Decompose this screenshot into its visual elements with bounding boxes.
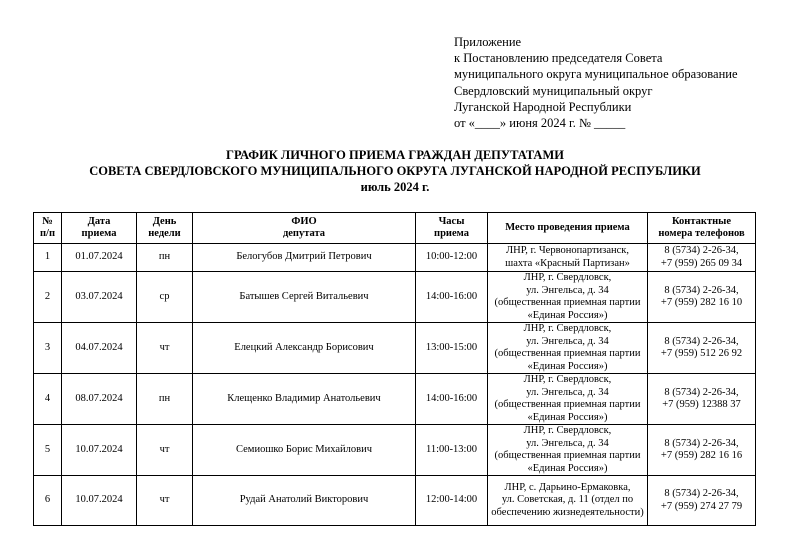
row-num: 2	[34, 272, 62, 323]
header-day: День недели	[137, 213, 193, 244]
appendix-line: муниципального округа муниципальное образование	[454, 67, 738, 82]
header-num: № п/п	[34, 213, 62, 244]
appendix-block	[454, 34, 738, 131]
row-hours: 14:00-16:00	[416, 374, 488, 425]
row-num: 6	[34, 476, 62, 526]
row-place: ЛНР, г. Червонопартизанск, шахта «Красный Партизан»	[488, 244, 648, 272]
appendix-line: к Постановлению председателя Совета	[454, 51, 663, 66]
row-fio: Батышев Сергей Витальевич	[193, 272, 416, 323]
row-day: чт	[137, 425, 193, 476]
row-num: 4	[34, 374, 62, 425]
row-date: 10.07.2024	[62, 425, 137, 476]
table-row	[34, 374, 756, 425]
row-num: 1	[34, 244, 62, 272]
row-place: ЛНР, с. Дарьино-Ермаковка, ул. Советская, д. 11 (отдел по обеспечению жизнедеятельности)	[488, 476, 648, 526]
title-line-1: ГРАФИК ЛИЧНОГО ПРИЕМА ГРАЖДАН ДЕПУТАТАМИ	[226, 148, 564, 162]
row-hours: 12:00-14:00	[416, 476, 488, 526]
row-fio: Белогубов Дмитрий Петрович	[193, 244, 416, 272]
row-date: 10.07.2024	[62, 476, 137, 526]
table-row	[34, 244, 756, 272]
row-date: 03.07.2024	[62, 272, 137, 323]
row-place: ЛНР, г. Свердловск, ул. Энгельса, д. 34 (общественная приемная партии «Единая Россия»)	[488, 323, 648, 374]
header-place: Место проведения приема	[488, 213, 648, 244]
table-header-row	[34, 213, 756, 244]
appendix-line: Луганской Народной Республики	[454, 99, 632, 114]
row-place: ЛНР, г. Свердловск, ул. Энгельса, д. 34 (общественная приемная партии «Единая Россия»)	[488, 272, 648, 323]
row-hours: 14:00-16:00	[416, 272, 488, 323]
row-num: 3	[34, 323, 62, 374]
appendix-line: Приложение	[454, 35, 522, 49]
table-row	[34, 425, 756, 476]
appendix-line: от «____» июня 2024 г. № _____	[454, 116, 626, 131]
row-fio: Рудай Анатолий Викторович	[193, 476, 416, 526]
header-date: Дата приема	[62, 213, 137, 244]
row-phone: 8 (5734) 2-26-34, +7 (959) 282 16 16	[648, 425, 756, 476]
row-date: 04.07.2024	[62, 323, 137, 374]
row-place: ЛНР, г. Свердловск, ул. Энгельса, д. 34 (общественная приемная партии «Единая Россия»)	[488, 374, 648, 425]
header-phone: Контактные номера телефонов	[648, 213, 756, 244]
table-row	[34, 476, 756, 526]
row-fio: Клещенко Владимир Анатольевич	[193, 374, 416, 425]
row-fio: Елецкий Александр Борисович	[193, 323, 416, 374]
row-num: 5	[34, 425, 62, 476]
document-title	[0, 147, 790, 195]
title-line-3: июль 2024 г.	[360, 180, 430, 194]
row-phone: 8 (5734) 2-26-34, +7 (959) 512 26 92	[648, 323, 756, 374]
row-phone: 8 (5734) 2-26-34, +7 (959) 265 09 34	[648, 244, 756, 272]
row-phone: 8 (5734) 2-26-34, +7 (959) 274 27 79	[648, 476, 756, 526]
row-day: чт	[137, 476, 193, 526]
row-day: чт	[137, 323, 193, 374]
row-phone: 8 (5734) 2-26-34, +7 (959) 12388 37	[648, 374, 756, 425]
row-day: ср	[137, 272, 193, 323]
row-day: пн	[137, 374, 193, 425]
row-day: пн	[137, 244, 193, 272]
row-phone: 8 (5734) 2-26-34, +7 (959) 282 16 10	[648, 272, 756, 323]
row-date: 01.07.2024	[62, 244, 137, 272]
row-date: 08.07.2024	[62, 374, 137, 425]
appendix-line: Свердловский муниципальный округ	[454, 83, 653, 98]
header-fio: ФИО депутата	[193, 213, 416, 244]
header-hours: Часы приема	[416, 213, 488, 244]
table-row	[34, 323, 756, 374]
title-line-2: СОВЕТА СВЕРДЛОВСКОГО МУНИЦИПАЛЬНОГО ОКРУГА ЛУГАНСКОЙ НАРОДНОЙ РЕСПУБЛИКИ	[89, 164, 701, 178]
row-fio: Семиошко Борис Михайлович	[193, 425, 416, 476]
row-hours: 11:00-13:00	[416, 425, 488, 476]
table-row	[34, 272, 756, 323]
schedule-table	[33, 212, 756, 526]
row-hours: 13:00-15:00	[416, 323, 488, 374]
row-hours: 10:00-12:00	[416, 244, 488, 272]
row-place: ЛНР, г. Свердловск, ул. Энгельса, д. 34 (общественная приемная партии «Единая Россия»)	[488, 425, 648, 476]
